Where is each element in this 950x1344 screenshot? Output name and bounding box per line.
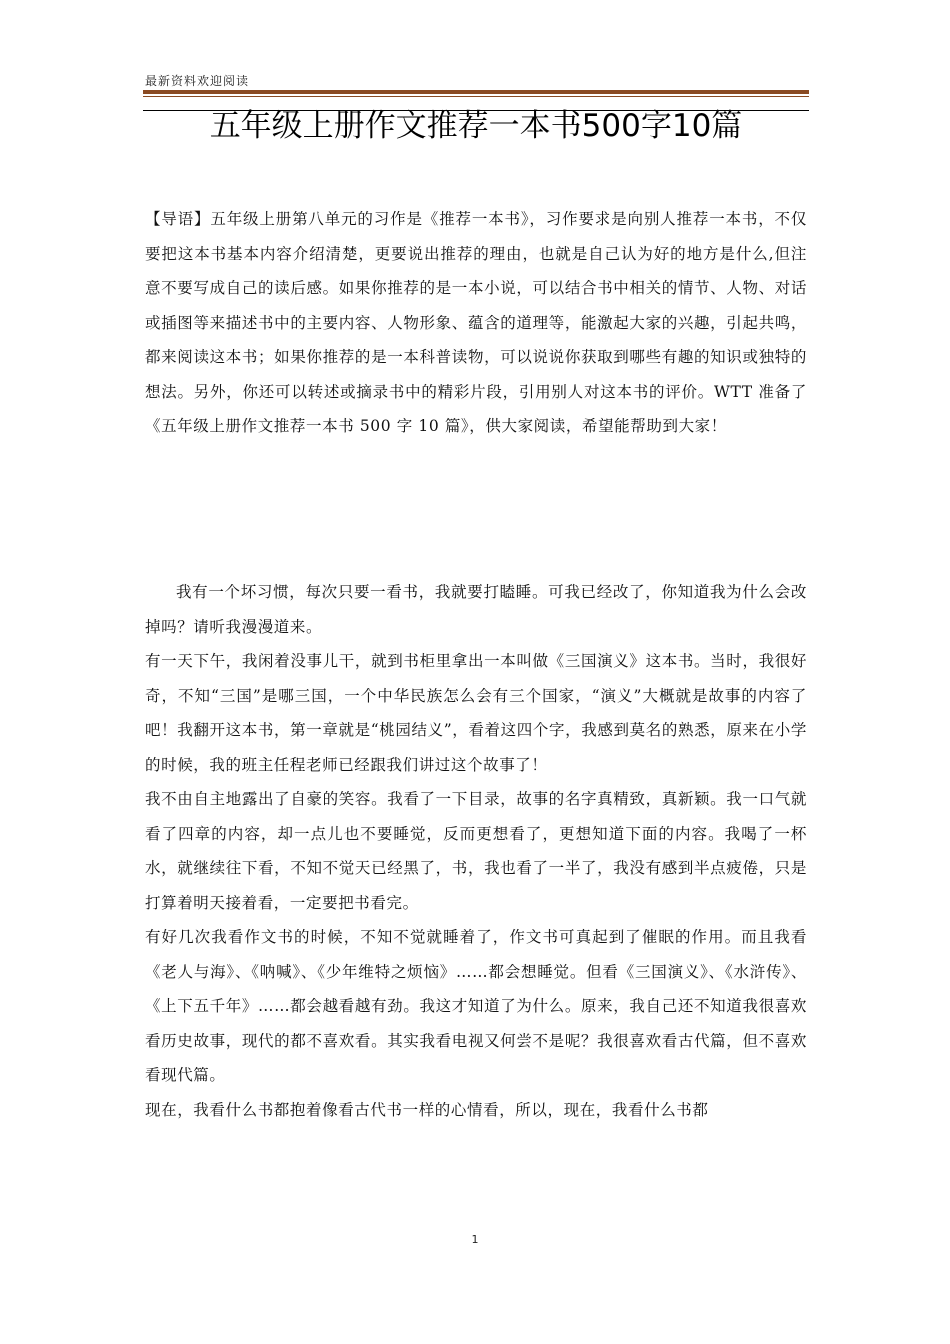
article-body — [145, 575, 807, 1127]
body-paragraph: 现在，我看什么书都抱着像看古代书一样的心情看，所以，现在，我看什么书都 — [145, 1100, 709, 1119]
body-paragraph: 有一天下午，我闲着没事儿干，就到书柜里拿出一本叫做《三国演义》这本书。当时，我很好奇，不知“三国”是哪三国，一个中华民族怎么会有三个国家，“演义”大概就是故事的内容了吧！我翻开这本书，第一章就是“桃园结义”，看着这四个字，我感到莫名的熟悉，原来在小学的时候，我的班主任程老师已经跟我们讲过这个故事了！ — [145, 652, 807, 774]
header-rule-thick — [143, 90, 809, 94]
running-header: 最新资料欢迎阅读 — [145, 74, 250, 88]
body-paragraph: 我有一个坏习惯，每次只要一看书，我就要打瞌睡。可我已经改了，你知道我为什么会改掉吗？请听我漫漫道来。 — [145, 583, 807, 636]
document-title: 五年级上册作文推荐一本书500字10篇 — [209, 108, 743, 144]
body-paragraph: 有好几次我看作文书的时候，不知不觉就睡着了，作文书可真起到了催眠的作用。而且我看《老人与海》、《呐喊》、《少年维特之烦恼》……都会想睡觉。但看《三国演义》、《水浒传》、《上下五千年》……都会越看越有劲。我这才知道了为什么。原来，我自己还不知道我很喜欢看历史故事，现代的都不喜欢看。其实我看电视又何尝不是呢？我很喜欢看古代篇，但不喜欢看现代篇。 — [145, 928, 807, 1084]
intro-paragraph: 【导语】五年级上册第八单元的习作是《推荐一本书》，习作要求是向别人推荐一本书，不仅要把这本书基本内容介绍清楚，更要说出推荐的理由，也就是自己认为好的地方是什么,但注意不要写成自己的读后感。如果你推荐的是一本小说，可以结合书中相关的情节、人物、对话或插图等来描述书中的主要内容、人物形象、蕴含的道理等，能激起大家的兴趣，引起共鸣，都来阅读这本书；如果你推荐的是一本科普读物，可以说说你获取到哪些有趣的知识或独特的想法。另外，你还可以转述或摘录书中的精彩片段，引用别人对这本书的评价。WTT 准备了《五年级上册作文推荐一本书 500 字 10 篇》，供大家阅读，希望能帮助到大家！ — [145, 210, 807, 435]
body-paragraph: 我不由自主地露出了自豪的笑容。我看了一下目录，故事的名字真精致，真新颖。我一口气就看了四章的内容，却一点儿也不要睡觉，反而更想看了，更想知道下面的内容。我喝了一杯水，就继续往下看，不知不觉天已经黑了，书，我也看了一半了，我没有感到半点疲倦，只是打算着明天接着看，一定要把书看完。 — [145, 790, 807, 912]
page-number: 1 — [471, 1233, 479, 1246]
intro-section — [145, 202, 807, 444]
header-rule-thin — [143, 96, 809, 97]
